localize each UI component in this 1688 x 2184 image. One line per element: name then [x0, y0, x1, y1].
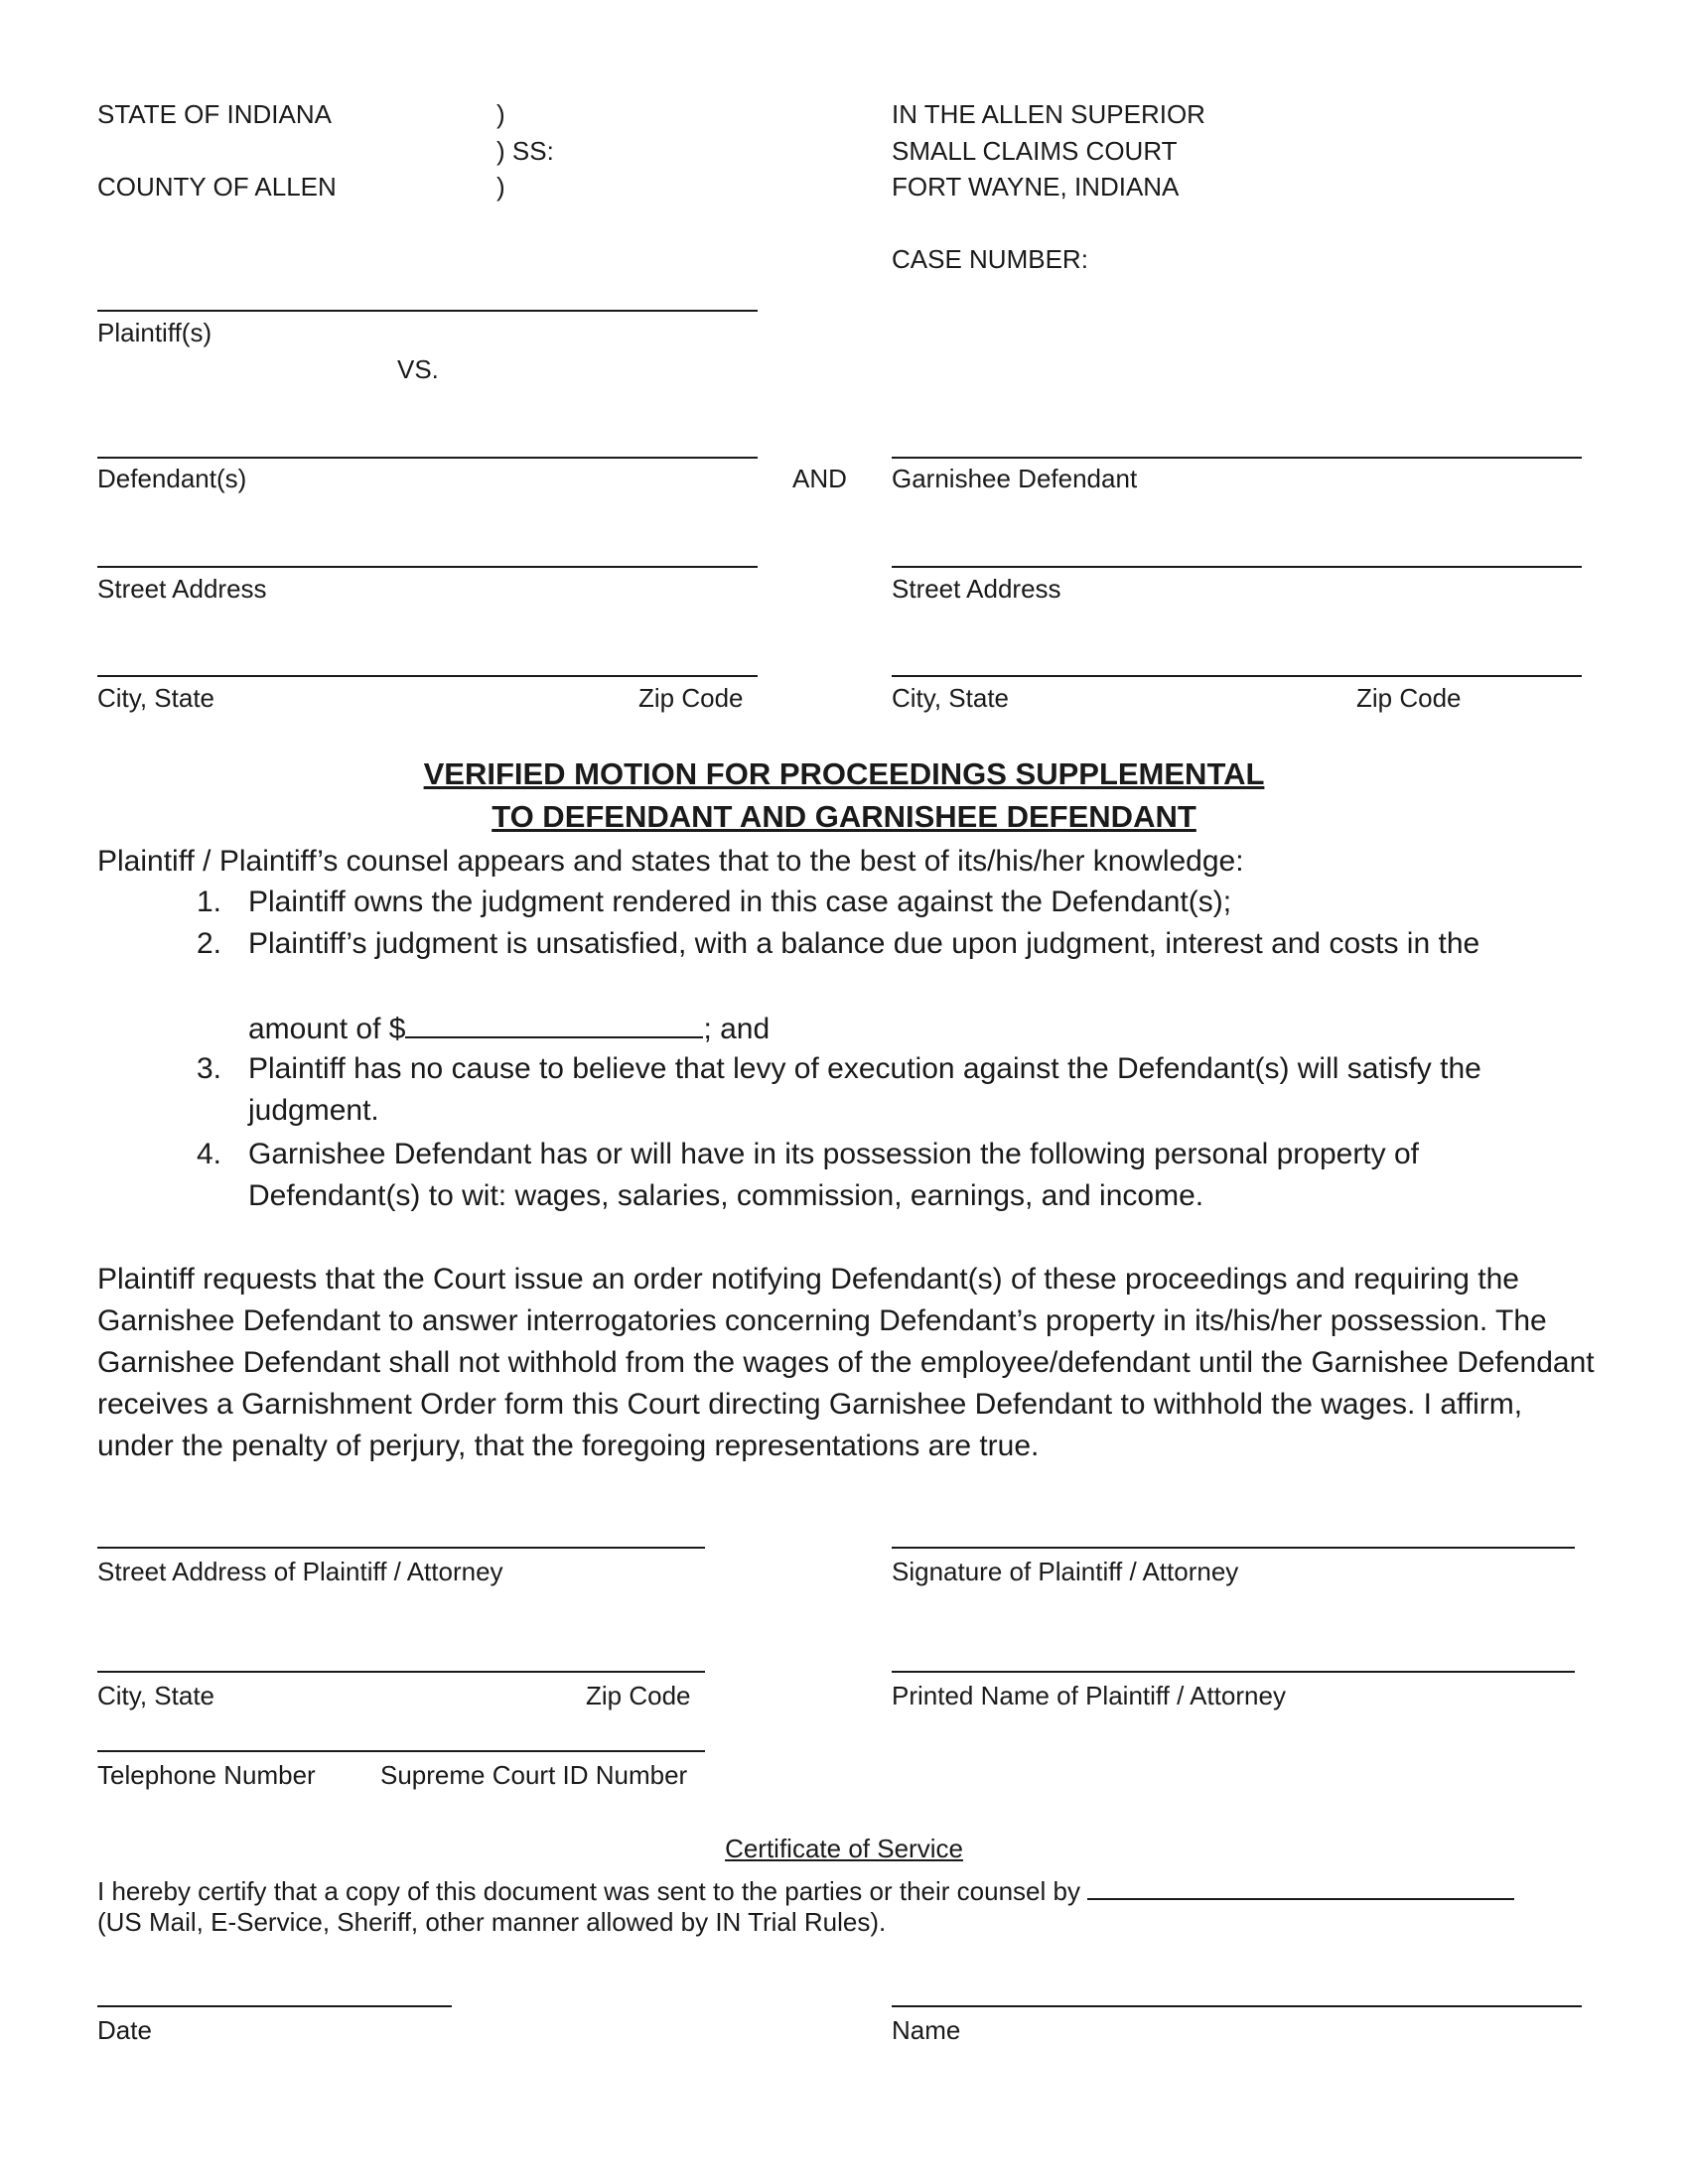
item-text: Garnishee Defendant has or will have in its possession the following personal property of Defendant(s) to wit: wages, salaries, commission, earnings, and income.: [248, 1138, 1419, 1212]
garnishee-field-line[interactable]: [892, 457, 1582, 459]
ss-label: ) SS:: [496, 136, 554, 166]
caption-paren: ): [496, 99, 505, 129]
date-line[interactable]: [97, 2005, 452, 2007]
document-title-line1: VERIFIED MOTION FOR PROCEEDINGS SUPPLEMENTAL: [423, 756, 1265, 791]
amount-suffix: ; and: [703, 1013, 771, 1045]
garnishee-city-line[interactable]: [892, 675, 1582, 677]
plaintiff-city-line[interactable]: [97, 1671, 705, 1673]
certificate-note: (US Mail, E-Service, Sheriff, other manner allowed by IN Trial Rules).: [97, 1907, 887, 1937]
garnishee-street-line[interactable]: [892, 566, 1582, 568]
court-name-line1: IN THE ALLEN SUPERIOR: [892, 99, 1205, 129]
item-text: Plaintiff’s judgment is unsatisfied, with a balance due upon judgment, interest and costs in the: [248, 927, 1480, 960]
amount-prefix: amount of $: [248, 1013, 406, 1045]
plaintiff-city-label: City, State: [97, 1681, 215, 1710]
court-name-line2: SMALL CLAIMS COURT: [892, 136, 1178, 166]
court-location: FORT WAYNE, INDIANA: [892, 172, 1180, 202]
plaintiff-street-line[interactable]: [97, 1547, 705, 1549]
item-number: 1.: [197, 886, 222, 918]
plaintiff-field-line[interactable]: [97, 310, 758, 312]
signature-label: Signature of Plaintiff / Attorney: [892, 1557, 1239, 1586]
defendant-zip-label: Zip Code: [638, 683, 744, 713]
certificate-text: I hereby certify that a copy of this document was sent to the parties or their counsel by: [97, 1876, 1080, 1906]
garnishee-zip-label: Zip Code: [1356, 683, 1462, 713]
document-title-line2: TO DEFENDANT AND GARNISHEE DEFENDANT: [492, 799, 1196, 834]
case-number-label: CASE NUMBER:: [892, 244, 1088, 274]
defendant-city-line[interactable]: [97, 675, 758, 677]
defendant-street-label: Street Address: [97, 574, 267, 604]
signature-line[interactable]: [892, 1547, 1575, 1549]
certificate-text-line: [97, 1872, 1514, 1906]
name-label: Name: [892, 2015, 961, 2045]
defendant-city-label: City, State: [97, 683, 215, 713]
amount-field[interactable]: [405, 1009, 703, 1038]
plaintiff-zip-label: Zip Code: [586, 1681, 691, 1710]
garnishee-city-label: City, State: [892, 683, 1010, 713]
telephone-label: Telephone Number: [97, 1760, 316, 1790]
name-line[interactable]: [892, 2005, 1582, 2007]
item-number: 4.: [197, 1138, 222, 1170]
phone-id-line[interactable]: [97, 1750, 705, 1752]
garnishee-label: Garnishee Defendant: [892, 464, 1138, 493]
item-text: Plaintiff owns the judgment rendered in this case against the Defendant(s);: [248, 886, 1232, 918]
defendant-street-line[interactable]: [97, 566, 758, 568]
defendant-field-line[interactable]: [97, 457, 758, 459]
printed-name-label: Printed Name of Plaintiff / Attorney: [892, 1681, 1286, 1710]
certificate-heading: Certificate of Service: [725, 1834, 963, 1863]
plaintiff-street-label: Street Address of Plaintiff / Attorney: [97, 1557, 503, 1586]
and-label: AND: [792, 464, 847, 493]
item-number: 3.: [197, 1052, 222, 1085]
request-paragraph: Plaintiff requests that the Court issue an order notifying Defendant(s) of these proceedings and requiring the Garnishee Defendant to answer interrogatories concerning Defendant’s property in its/his/her possession. The Garnishee Defendant shall not withhold from the wages of the employee/defendant until the Garnishee Defendant receives a Garnishment Order form this Court directing Garnishee Defendant to withhold the wages. I affirm, under the penalty of perjury, that the foregoing representations are true.: [97, 1263, 1595, 1462]
caption-paren: ): [496, 172, 505, 202]
date-label: Date: [97, 2015, 152, 2045]
item-text: Plaintiff has no cause to believe that levy of execution against the Defendant(s) will satisfy the judgment.: [248, 1052, 1481, 1127]
service-method-field[interactable]: [1087, 1872, 1514, 1900]
county-label: COUNTY OF ALLEN: [97, 172, 337, 202]
vs-label: VS.: [397, 354, 439, 384]
amount-line: [248, 1009, 770, 1047]
state-label: STATE OF INDIANA: [97, 99, 332, 129]
intro-text: Plaintiff / Plaintiff’s counsel appears and states that to the best of its/his/her knowledge:: [97, 845, 1244, 878]
defendant-label: Defendant(s): [97, 464, 247, 493]
printed-name-line[interactable]: [892, 1671, 1575, 1673]
supreme-court-id-label: Supreme Court ID Number: [380, 1760, 688, 1790]
garnishee-street-label: Street Address: [892, 574, 1061, 604]
plaintiff-label: Plaintiff(s): [97, 318, 212, 347]
item-number: 2.: [197, 927, 222, 960]
